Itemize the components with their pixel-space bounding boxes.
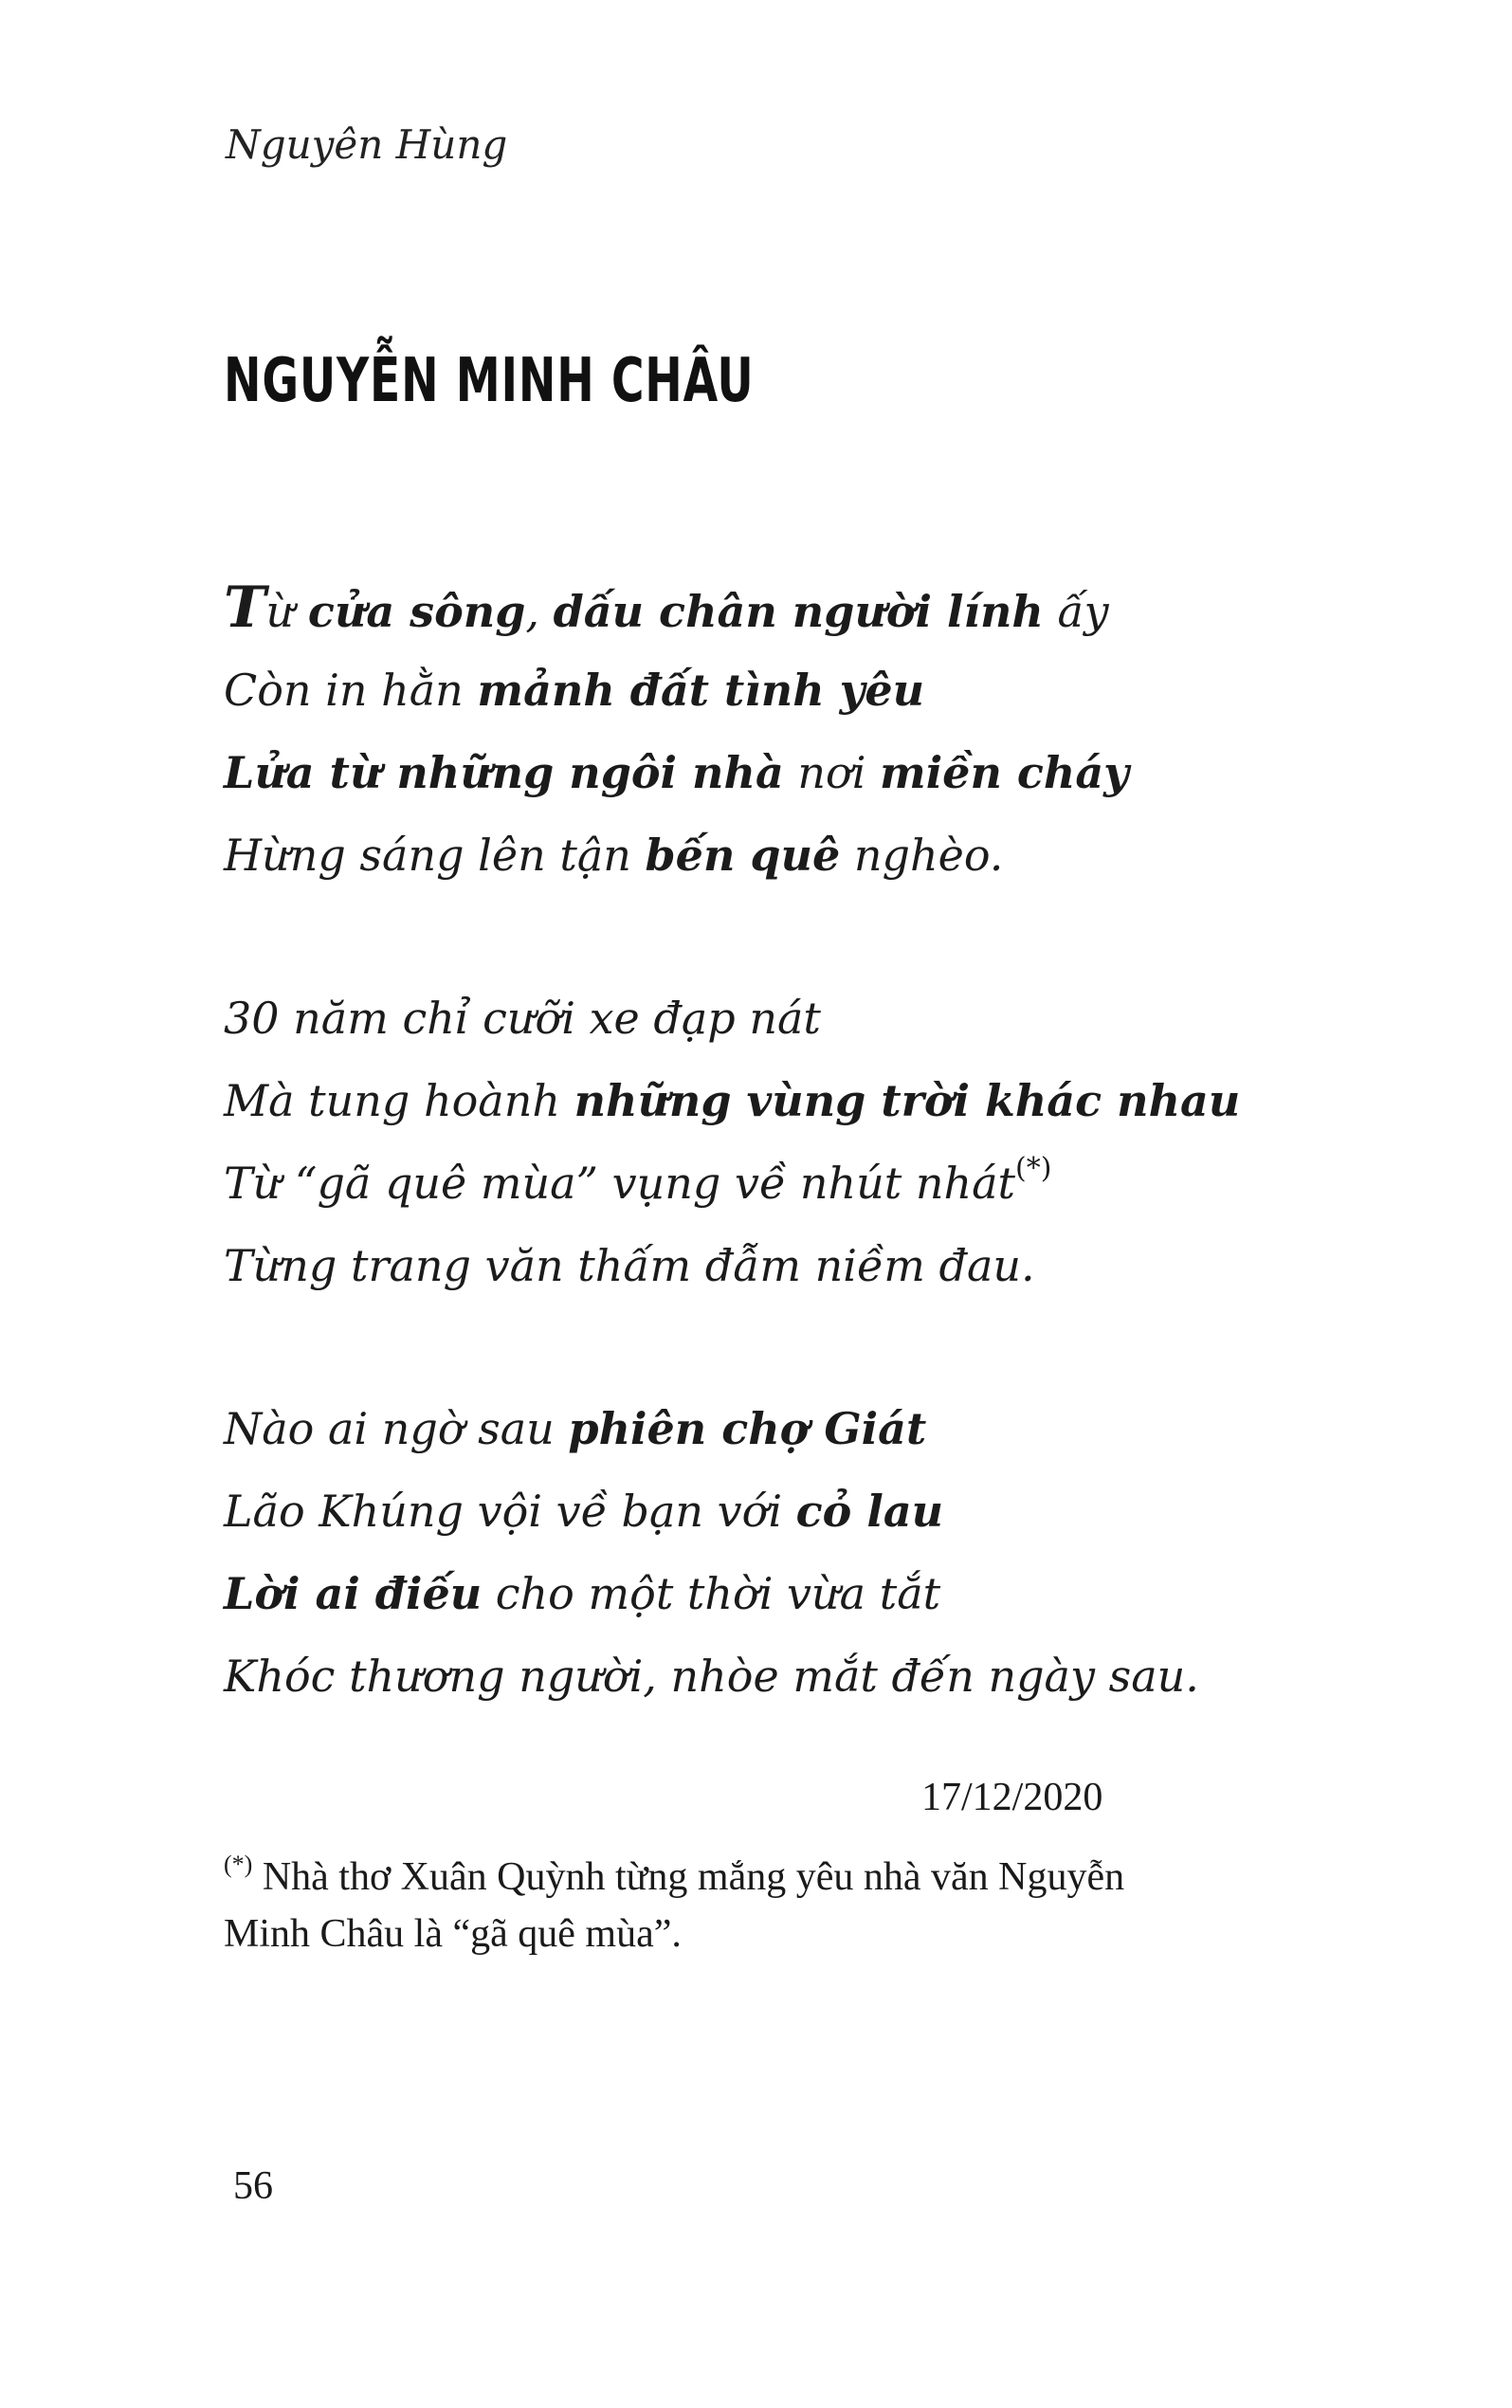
text-run: Lão Khúng vội về bạn với — [224, 1486, 796, 1537]
poem-line — [224, 814, 1266, 897]
footnote-line: Minh Châu là “gã quê mùa”. — [224, 1912, 682, 1956]
footnote-reference: (*) — [1015, 1152, 1052, 1185]
poem-line — [224, 1553, 1266, 1635]
emphasis-run: cỏ lau — [795, 1486, 944, 1537]
text-run: Còn in hằn — [224, 665, 478, 716]
poem-line — [224, 1470, 1266, 1553]
text-run: Mà tung hoành — [224, 1075, 574, 1126]
footnote-line — [224, 1849, 1248, 1906]
emphasis-run: phiên chợ Giát — [568, 1403, 927, 1454]
text-run: nghèo. — [840, 830, 1004, 881]
stanza-2 — [224, 977, 1266, 1307]
poem-line — [224, 649, 1266, 732]
poem-date: 17/12/2020 — [921, 1776, 1103, 1819]
drop-cap: T — [224, 575, 266, 641]
running-header-author: Nguyên Hùng — [226, 121, 508, 168]
stanza-gap — [224, 1307, 1266, 1388]
text-run: ừ — [265, 586, 308, 637]
text-run: Nào ai ngờ sau — [224, 1403, 569, 1454]
footnote-text: Nhà thơ Xuân Quỳnh từng mắng yêu nhà văn Nguyễn — [252, 1855, 1125, 1899]
text-run: ấy — [1043, 586, 1109, 637]
stanza-gap — [224, 897, 1266, 977]
poem-line — [224, 732, 1266, 814]
text-run: , — [525, 586, 554, 637]
text-run: cho một thời vừa tắt — [482, 1568, 941, 1619]
emphasis-run: dấu chân người lính — [553, 586, 1044, 637]
text-run: Từ “gã quê mùa” vụng về nhút nhát — [224, 1158, 1016, 1209]
poem-title: NGUYỄN MINH CHÂU — [224, 346, 755, 416]
poem-line: 30 năm chỉ cưỡi xe đạp nát — [224, 993, 821, 1044]
poem-body — [224, 567, 1266, 1718]
emphasis-run: mảnh đất tình yêu — [477, 665, 925, 716]
poem-line — [224, 567, 1266, 649]
poem-line: Khóc thương người, nhòe mắt đến ngày sau. — [224, 1651, 1199, 1702]
poem-line — [224, 1388, 1266, 1470]
emphasis-run: cửa sông — [307, 586, 526, 637]
emphasis-run: Lửa từ những ngôi nhà — [224, 747, 784, 798]
footnote-marker: (*) — [224, 1851, 253, 1878]
poem-line — [224, 1142, 1266, 1225]
page-number: 56 — [233, 2164, 273, 2208]
poem-line: Từng trang văn thấm đẫm niềm đau. — [224, 1240, 1035, 1291]
stanza-1 — [224, 567, 1266, 897]
emphasis-run: bến quê — [645, 830, 841, 881]
text-run: nơi — [783, 747, 881, 798]
emphasis-run: Lời ai điếu — [224, 1568, 483, 1619]
emphasis-run: những vùng trời khác nhau — [574, 1075, 1241, 1126]
footnote — [224, 1849, 1248, 1962]
poem-line — [224, 1060, 1266, 1142]
stanza-3 — [224, 1388, 1266, 1718]
emphasis-run: miền cháy — [880, 747, 1129, 798]
text-run: Hừng sáng lên tận — [224, 830, 646, 881]
